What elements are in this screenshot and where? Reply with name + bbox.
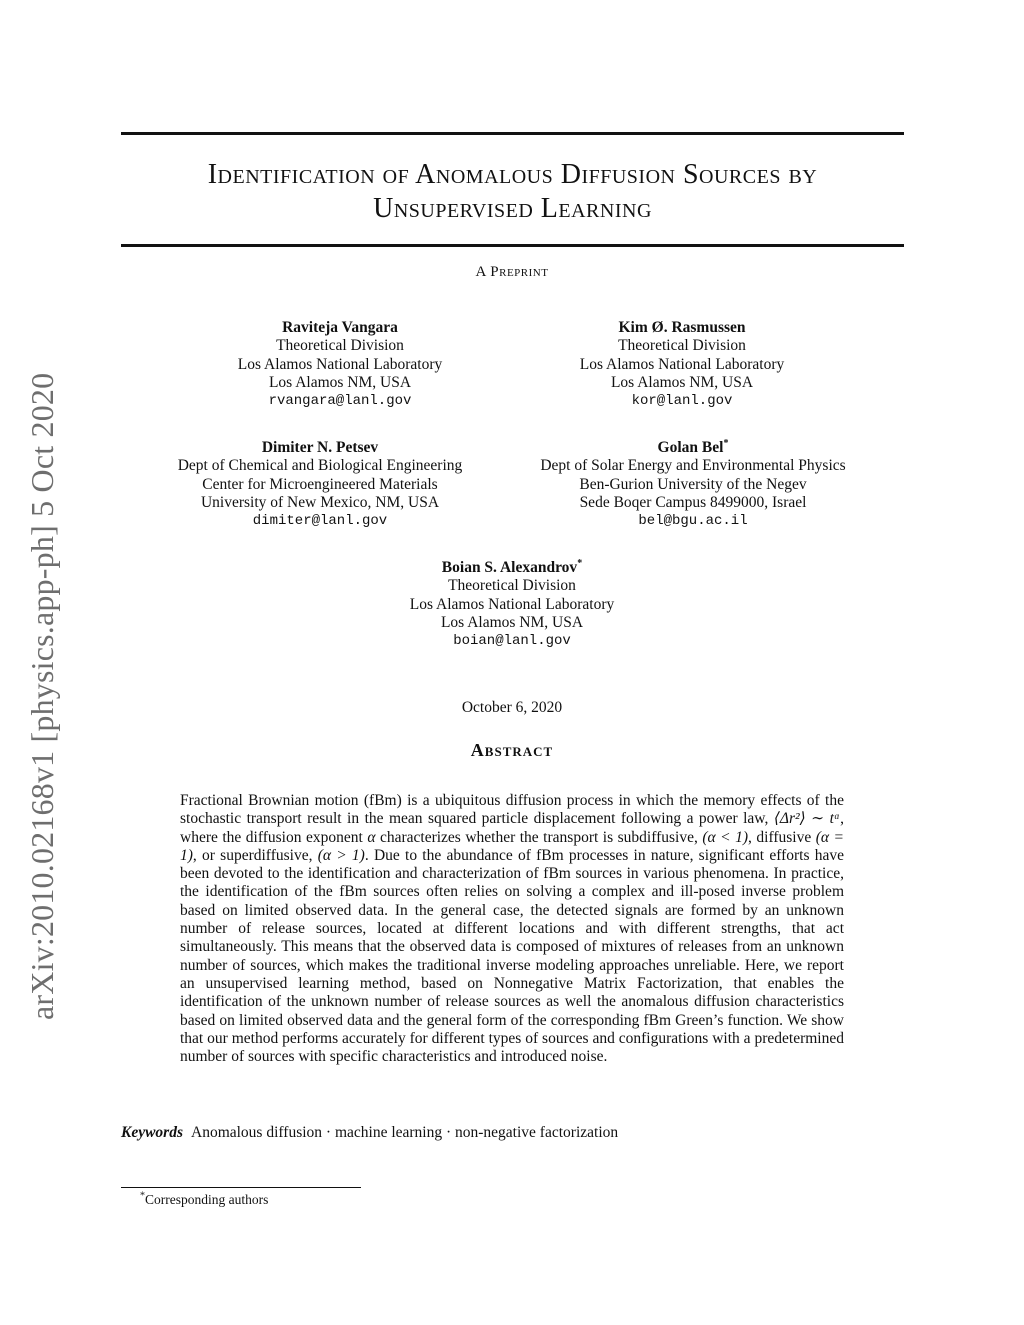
- author-block: [160, 439, 480, 530]
- footnote-text: Corresponding authors: [145, 1192, 269, 1207]
- abstract-math: (α > 1): [317, 846, 365, 864]
- author-name: Boian S. Alexandrov: [441, 559, 578, 576]
- author-affiliation: Theoretical Division: [618, 337, 746, 355]
- footnote-mark: *: [140, 1190, 145, 1202]
- abstract-heading: Abstract: [470, 740, 554, 760]
- abstract-math: (α = 1): [180, 828, 844, 864]
- keywords-line: [121, 1124, 618, 1142]
- author-affiliation: Los Alamos NM, USA: [268, 373, 412, 391]
- abstract-part: Fractional Brownian motion (fBm) is a ubiquitous diffusion process in which the memory effects of the stochastic transport result in the mean squared particle displacement following a power law,: [180, 792, 844, 828]
- author-affiliation: University of New Mexico, NM, USA: [200, 493, 440, 511]
- abstract-part: , where the diffusion exponent: [180, 810, 844, 846]
- title-bottom-rule: [121, 244, 904, 247]
- abstract-part: . Due to the abundance of fBm processes in nature, significant efforts have been devoted to the identification and characterization of fBm sources in various phenomena. In practice, the identification of the fBm sources often relies on solving a complex and ill-posed inverse problem based on limited observed data. In the general case, the detected signals are formed by an unknown number of release sources, located at different locations and with different strengths, that act simultaneously. This means that the observed data is composed of mixtures of releases from an unknown number of sources, which makes the traditional inverse modeling approaches unreliable. Here, we report an unsupervised learning method, based on Nonnegative Matrix Factorization, that enables the identification of the unknown number of release sources as well the anomalous diffusion characteristics based on limited observed data and the general form of the corresponding fBm Green’s function. We show that our method performs accurately for different types of sources and configurations with a predetermined number of sources with specific characteristics and introduced noise.: [180, 846, 845, 1066]
- author-email[interactable]: bel@bgu.ac.il: [638, 513, 748, 530]
- author-affiliation: Los Alamos National Laboratory: [237, 355, 443, 373]
- author-email[interactable]: rvangara@lanl.gov: [268, 393, 412, 410]
- abstract-math: α: [367, 828, 376, 846]
- author-affiliation: Los Alamos National Laboratory: [579, 355, 785, 373]
- author-name: Dimiter N. Petsev: [261, 439, 379, 456]
- title-top-rule: [121, 132, 904, 135]
- author-name: Raviteja Vangara: [282, 319, 398, 336]
- abstract-math: (α < 1): [702, 828, 749, 846]
- author-email[interactable]: boian@lanl.gov: [453, 633, 571, 650]
- author-block: [520, 439, 866, 530]
- author-name-line: [520, 439, 866, 457]
- arxiv-side-stamp: arXiv:2010.02168v1 [physics.app-ph] 5 Oct 2020: [24, 372, 60, 1020]
- publication-date: October 6, 2020: [461, 699, 563, 716]
- author-affiliation: Ben-Gurion University of the Negev: [579, 475, 807, 493]
- author-email[interactable]: dimiter@lanl.gov: [252, 513, 388, 530]
- author-name-line: [392, 559, 632, 577]
- keywords-label: Keywords: [121, 1124, 183, 1141]
- keywords-text: Anomalous diffusion · machine learning · non-negative factorization: [191, 1124, 619, 1141]
- abstract-part: characterizes whether the transport is subdiffusive,: [379, 828, 698, 846]
- author-name: Kim Ø. Rasmussen: [618, 319, 746, 336]
- author-block: [560, 319, 804, 410]
- abstract-math: ⟨Δr²⟩ ∼ tᵅ: [773, 810, 841, 828]
- author-email[interactable]: kor@lanl.gov: [631, 393, 733, 410]
- footnote: [140, 1192, 268, 1208]
- author-affiliation: Los Alamos NM, USA: [610, 373, 754, 391]
- author-name: Golan Bel: [657, 439, 724, 456]
- paper-title: [121, 158, 904, 226]
- abstract-part: , or superdiffusive,: [192, 846, 313, 864]
- author-affiliation: Dept of Chemical and Biological Engineering: [177, 457, 463, 475]
- abstract-part: , diffusive: [748, 828, 812, 846]
- author-block: [220, 319, 460, 410]
- author-affiliation: Theoretical Division: [276, 337, 404, 355]
- title-line-1: Identification of Anomalous Diffusion Sources by: [207, 159, 818, 190]
- author-affiliation: Center for Microengineered Materials: [202, 475, 438, 493]
- author-affiliation: Los Alamos National Laboratory: [409, 595, 615, 613]
- author-affiliation: Sede Boqer Campus 8499000, Israel: [579, 493, 807, 511]
- author-affiliation: Los Alamos NM, USA: [440, 613, 584, 631]
- author-block: [392, 559, 632, 650]
- preprint-label: A Preprint: [475, 264, 549, 280]
- title-line-2: Unsupervised Learning: [373, 193, 652, 224]
- abstract-text: [180, 792, 844, 1066]
- footnote-rule: [121, 1187, 361, 1188]
- author-affiliation: Dept of Solar Energy and Environmental Physics: [540, 457, 846, 475]
- author-affiliation: Theoretical Division: [448, 577, 576, 595]
- corresponding-mark: *: [577, 557, 583, 569]
- corresponding-mark: *: [723, 437, 729, 449]
